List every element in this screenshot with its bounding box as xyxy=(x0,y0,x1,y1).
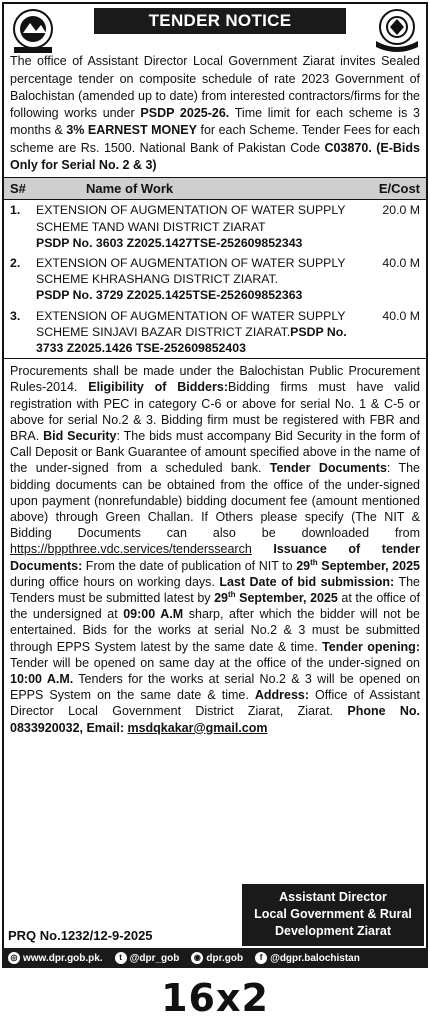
table-row xyxy=(4,253,426,306)
instagram-icon: ◉ xyxy=(191,952,203,964)
globe-icon: ◎ xyxy=(8,952,20,964)
column-header-work: Name of Work xyxy=(86,181,174,197)
twitter-icon: t xyxy=(115,952,127,964)
row-cost: 40.0 M xyxy=(382,255,420,270)
signature-line-3: Development Ziarat xyxy=(274,924,391,938)
row-cost: 20.0 M xyxy=(382,203,420,218)
signature-line-1: Assistant Director xyxy=(279,890,387,904)
email-link[interactable]: msdqkakar@gmail.com xyxy=(127,720,268,735)
footer-facebook[interactable]: f @dgpr.balochistan xyxy=(255,952,360,964)
footer-twitter[interactable]: t @dpr_gob xyxy=(115,952,180,964)
signature-line-2: Local Government & Rural xyxy=(254,907,412,921)
footer-instagram[interactable]: ◉ dpr.gob xyxy=(191,952,243,964)
column-header-sn: S# xyxy=(10,181,26,197)
table-row xyxy=(4,306,426,359)
tender-search-link[interactable]: https://bppthree.vdc.services/tenderssearch xyxy=(10,542,252,557)
table-row xyxy=(4,200,426,253)
row-cost: 40.0 M xyxy=(382,308,420,323)
header xyxy=(4,4,426,58)
works-table xyxy=(4,177,426,359)
row-psdp: PSDP No. 3603 Z2025.1427TSE-252609852343 xyxy=(36,235,303,250)
row-work: EXTENSION OF AUGMENTATION OF WATER SUPPLY SCHEME TAND WANI DISTRICT ZIARAT PSDP No. 3603 Z2025.1427TSE-252609852343 xyxy=(36,203,346,250)
row-sn: 3. xyxy=(10,308,21,323)
signature-block xyxy=(242,884,424,946)
table-header xyxy=(4,178,426,200)
row-psdp: PSDP No. 3729 Z2025.1425TSE-252609852363 xyxy=(36,288,303,303)
tender-notice-box xyxy=(2,2,428,968)
terms-paragraph: Procurements shall be made under the Balochistan Public Procurement Rules-2014. Eligibility of Bidders:Bidding firms must have valid registration with PEC in category C-6 or above for serial No. 1 & C-5 or above for serial No.2 & 3. Bidding firm must be registered with FBR and BRA. Bid Security: The bids must accompany Bid Security in the form of Call Deposit or Bank Guarantee of amount specified above in the name of the under-signed from a scheduled bank. Tender Documents: The bidding documents can be obtained from the office of the under-signed upon payment (nonrefundable) bidding document fee (amount mentioned above) through Green Challan. If Others please specify (The NIT & Bidding Documents can also be downloaded from https://bppthree.vdc.services/tenderssearch Issuance of tender Documents: From the date of publication of NIT to 29th September, 2025 during office hours on working days. Last Date of bid submission: The Tenders must be submitted latest by 29th September, 2025 at the office of the undersigned at 09:00 A.M sharp, after which the bidder will not be entertained. Bids for the works at serial No.2 & 3 must be submitted through EPPS System latest by the same date & time. Tender opening: Tender will be opened on same day at the office of the under-signed on 10:00 A.M. Tenders for the works at serial No.2 & 3 will be opened on EPPS System on the same date & time. Address: Office of Assistant Director Local Government District Ziarat, Ziarat. Phone No. 0833920032, Email: msdqkakar@gmail.com xyxy=(10,364,421,735)
row-work: EXTENSION OF AUGMENTATION OF WATER SUPPLY SCHEME KHRASHANG DISTRICT ZIARAT. PSDP No. 3729 Z2025.1425TSE-252609852363 xyxy=(36,255,346,303)
district-emblem-left-icon xyxy=(8,7,58,55)
column-header-cost: E/Cost xyxy=(378,181,420,197)
row-psdp: PSDP No. 3733 Z2025.1426 TSE-252609852403 xyxy=(36,324,347,355)
facebook-icon: f xyxy=(255,952,267,964)
ad-size-label: 16x2 xyxy=(161,976,269,1020)
page-title: TENDER NOTICE xyxy=(94,8,346,34)
prq-number: PRQ No.1232/12-9-2025 xyxy=(8,928,153,943)
row-work: EXTENSION OF AUGMENTATION OF WATER SUPPLY SCHEME SINJAVI BAZAR DISTRICT ZIARAT.PSDP No. 3733 Z2025.1426 TSE-252609852403 xyxy=(36,308,347,355)
row-sn: 1. xyxy=(10,203,21,218)
intro-paragraph: The office of Assistant Director Local Government Ziarat invites Sealed percentage tender on composite schedule of rate 2023 Government of Balochistan (amended up to date) from interested contractors/firms for the following works under PSDP 2025-26. Time limit for each scheme is 3 months & 3% EARNEST MONEY for each Scheme. Tender Fees for each scheme are Rs. 1500. National Bank of Pakistan Code C03870. (E-Bids Only for Serial No. 2 & 3) xyxy=(10,54,420,173)
footer-bar xyxy=(2,948,428,968)
government-emblem-right-icon xyxy=(372,7,422,55)
footer-website[interactable]: ◎ www.dpr.gob.pk. xyxy=(8,952,103,964)
row-sn: 2. xyxy=(10,255,21,270)
